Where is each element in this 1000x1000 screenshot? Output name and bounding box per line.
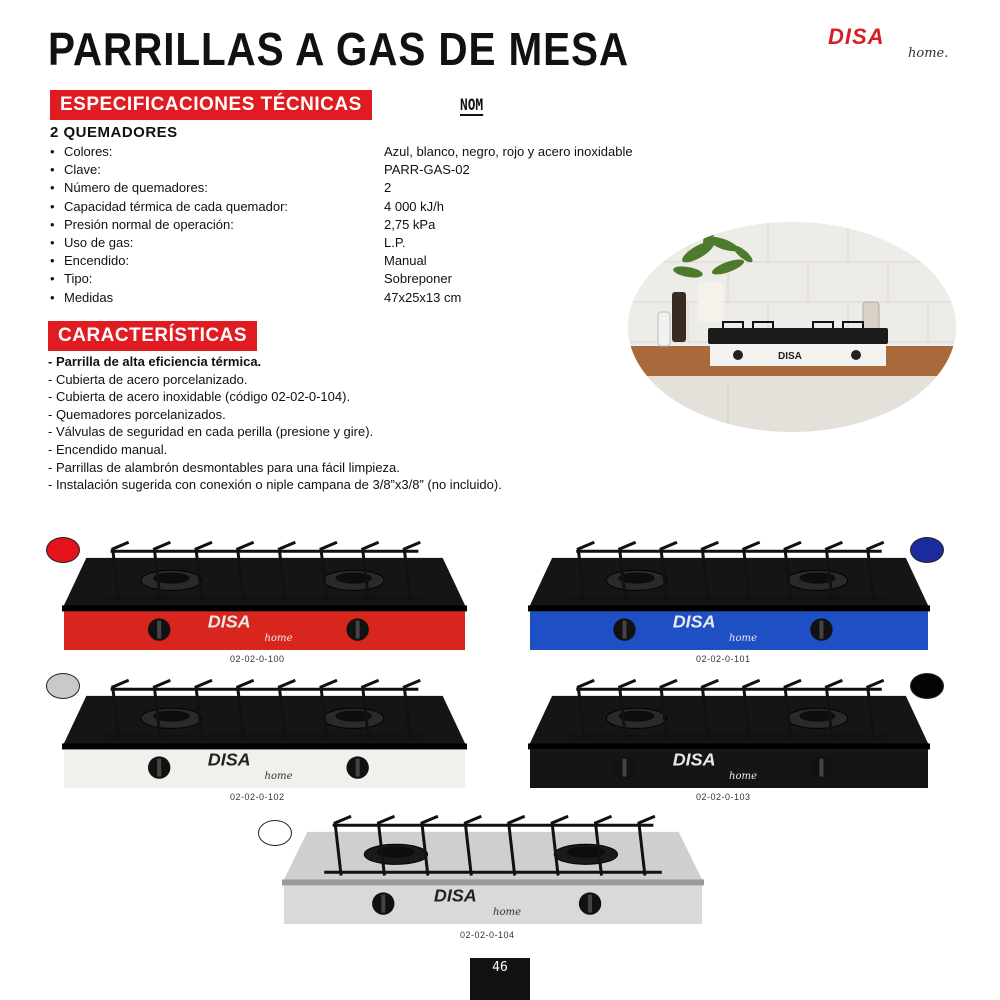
stove-body	[64, 749, 465, 788]
spec-value: Sobreponer	[384, 271, 452, 287]
stove-illustration	[62, 678, 467, 790]
spec-row	[50, 143, 770, 161]
brand-logo	[828, 24, 958, 68]
control-knob-grip	[588, 895, 592, 913]
control-knob-grip	[622, 621, 626, 639]
stove-rim	[528, 743, 930, 749]
stove-illustration	[528, 678, 930, 790]
control-knob-grip	[356, 759, 360, 777]
spec-value: Manual	[384, 253, 427, 269]
spec-label: • Número de quemadores:	[50, 179, 384, 197]
stove-brand: DISA	[672, 749, 716, 770]
product-code: 02-02-0-104	[460, 930, 515, 940]
control-knob-grip	[157, 759, 161, 777]
stove-brand: DISA	[207, 611, 251, 632]
stove-brand: DISA	[207, 749, 251, 770]
specs-heading: ESPECIFICACIONES TÉCNICAS	[50, 90, 372, 120]
page-number: 46	[470, 958, 530, 1000]
stove-rim	[62, 605, 467, 611]
features-list	[48, 353, 748, 494]
feature-item: - Parrilla de alta eficiencia térmica.	[48, 354, 262, 369]
feature-item: - Quemadores porcelanizados.	[48, 406, 226, 422]
spec-value: 4 000 kJ/h	[384, 198, 444, 214]
product-red	[62, 540, 467, 652]
brand-logo-sub: home.	[908, 46, 949, 61]
feature-item: - Parrillas de alambrón desmontables para una fácil limpieza.	[48, 459, 400, 475]
control-knob-grip	[819, 621, 823, 639]
stove-brand-sub: home	[264, 632, 293, 644]
feature-item: - Cubierta de acero porcelanizado.	[48, 371, 248, 387]
feature-item: - Encendido manual.	[48, 441, 168, 457]
control-knob-grip	[356, 621, 360, 639]
nom-badge: NOM	[460, 95, 484, 114]
stove-brand-sub: home	[493, 906, 522, 918]
spec-label: • Medidas	[50, 289, 384, 307]
stove-brand-sub: home	[264, 770, 293, 782]
control-knob-grip	[381, 895, 385, 913]
product-black	[528, 678, 930, 790]
product-code: 02-02-0-102	[230, 792, 285, 802]
stove-illustration	[62, 540, 467, 652]
product-stainless	[282, 814, 704, 926]
product-white	[62, 678, 467, 790]
stove-body	[64, 611, 465, 650]
product-blue	[528, 540, 930, 652]
stove-body	[284, 885, 702, 924]
stove-body	[530, 749, 928, 788]
kitchen-photo-illustration	[628, 222, 956, 432]
stove-brand-sub: home	[729, 632, 758, 644]
stove-illustration	[282, 814, 704, 926]
spec-row	[50, 234, 770, 252]
photo-brand-text: DISA	[778, 351, 802, 362]
page-title: PARRILLAS A GAS DE MESA	[48, 23, 629, 75]
spec-row	[50, 179, 770, 197]
stove-brand-sub: home	[729, 770, 758, 782]
product-code: 02-02-0-100	[230, 654, 285, 664]
spec-row	[50, 161, 770, 179]
spec-row	[50, 198, 770, 216]
stove-rim	[528, 605, 930, 611]
spec-label: • Encendido:	[50, 252, 384, 270]
stove-rim	[282, 879, 704, 885]
kitchen-photo	[628, 222, 956, 432]
product-code: 02-02-0-101	[696, 654, 751, 664]
spec-value: 47x25x13 cm	[384, 289, 462, 305]
spec-value: PARR-GAS-02	[384, 162, 470, 178]
control-knob-grip	[819, 759, 823, 777]
control-knob-grip	[622, 759, 626, 777]
control-knob-grip	[157, 621, 161, 639]
features-heading: CARACTERÍSTICAS	[48, 321, 257, 351]
stove-body	[530, 611, 928, 650]
spec-value: 2	[384, 180, 392, 196]
spec-label: • Capacidad térmica de cada quemador:	[50, 198, 384, 216]
spec-row	[50, 216, 770, 234]
feature-item: - Cubierta de acero inoxidable (código 02-02-0-104).	[48, 389, 351, 405]
spec-label: • Tipo:	[50, 270, 384, 288]
spec-value: L.P.	[384, 234, 406, 250]
stove-illustration	[528, 540, 930, 652]
spec-value: Azul, blanco, negro, rojo y acero inoxidable	[384, 144, 633, 159]
spec-value: 2,75 kPa	[384, 216, 436, 232]
spec-label: • Uso de gas:	[50, 234, 384, 252]
spec-label: • Presión normal de operación:	[50, 216, 384, 234]
stove-rim	[62, 743, 467, 749]
spec-label: • Clave:	[50, 161, 384, 179]
stove-brand: DISA	[672, 611, 716, 632]
spec-label: • Colores:	[50, 143, 384, 161]
product-code: 02-02-0-103	[696, 792, 751, 802]
feature-item: - Válvulas de seguridad en cada perilla (presione y gire).	[48, 424, 374, 440]
brand-logo-text: DISA	[828, 24, 885, 49]
specs-subtitle: 2 QUEMADORES	[50, 124, 178, 141]
stove-brand: DISA	[433, 885, 477, 906]
feature-item: - Instalación sugerida con conexión o niple campana de 3/8”x3/8” (no incluido).	[48, 477, 502, 493]
